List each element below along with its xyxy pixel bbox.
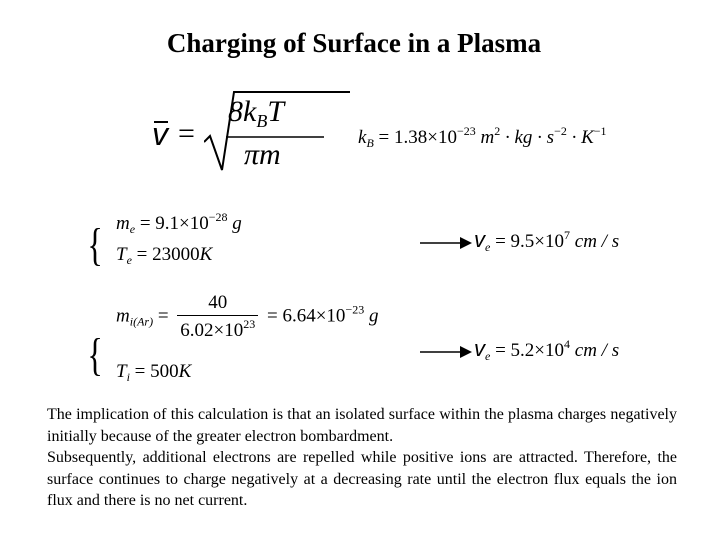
explanation-text bbox=[47, 404, 677, 512]
paragraph-implication: The implication of this calculation is that an isolated surface within the plasma charges negatively initially because of the greater electron bombardment. bbox=[47, 406, 677, 445]
right-arrow-icon bbox=[420, 345, 472, 359]
electron-brace: { bbox=[87, 219, 103, 270]
mean-speed-symbol: v bbox=[152, 116, 168, 152]
electron-mass: $m_e = 9.1\times 10^{-28}$ g bbox=[116, 210, 242, 236]
right-arrow-icon bbox=[420, 236, 472, 250]
equals-sign: = bbox=[178, 117, 195, 150]
paragraph-subsequently: Subsequently, additional electrons are repelled while positive ions are attracted. Therefore, the surface continues to charge negatively at a decreasing rate until the electron flux equals the ion flux and there is no net current. bbox=[47, 449, 677, 509]
ion-temperature: $T_i = 500K$ bbox=[116, 361, 192, 384]
formula-denominator: πm bbox=[244, 138, 281, 171]
electron-speed: $v_e = 9.5\times 10^7$ cm / s bbox=[474, 227, 620, 254]
formula-numerator: $8k_BT$ bbox=[228, 95, 285, 131]
ion-brace: { bbox=[87, 329, 103, 380]
ion-mass-fraction: $\frac{40}{6.02\times 10^{23}}$ bbox=[177, 292, 258, 342]
ion-speed: $v_e = 5.2\times 10^4$ cm / s bbox=[474, 336, 620, 363]
ion-mass: $m_{i(Ar)}$ = $\frac{40}{6.02\times 10^{23}}$ = $6.64\times 10^{-23}$ g bbox=[116, 292, 379, 341]
electron-temperature: $T_e = 23000K$ bbox=[116, 244, 213, 267]
page-title: Charging of Surface in a Plasma bbox=[166, 28, 542, 58]
boltzmann-constant: $k_B = 1.38\times 10^{-23}$ $m^2$ · kg · $s^{-2} \cdot K^{-1}$ bbox=[358, 124, 607, 150]
